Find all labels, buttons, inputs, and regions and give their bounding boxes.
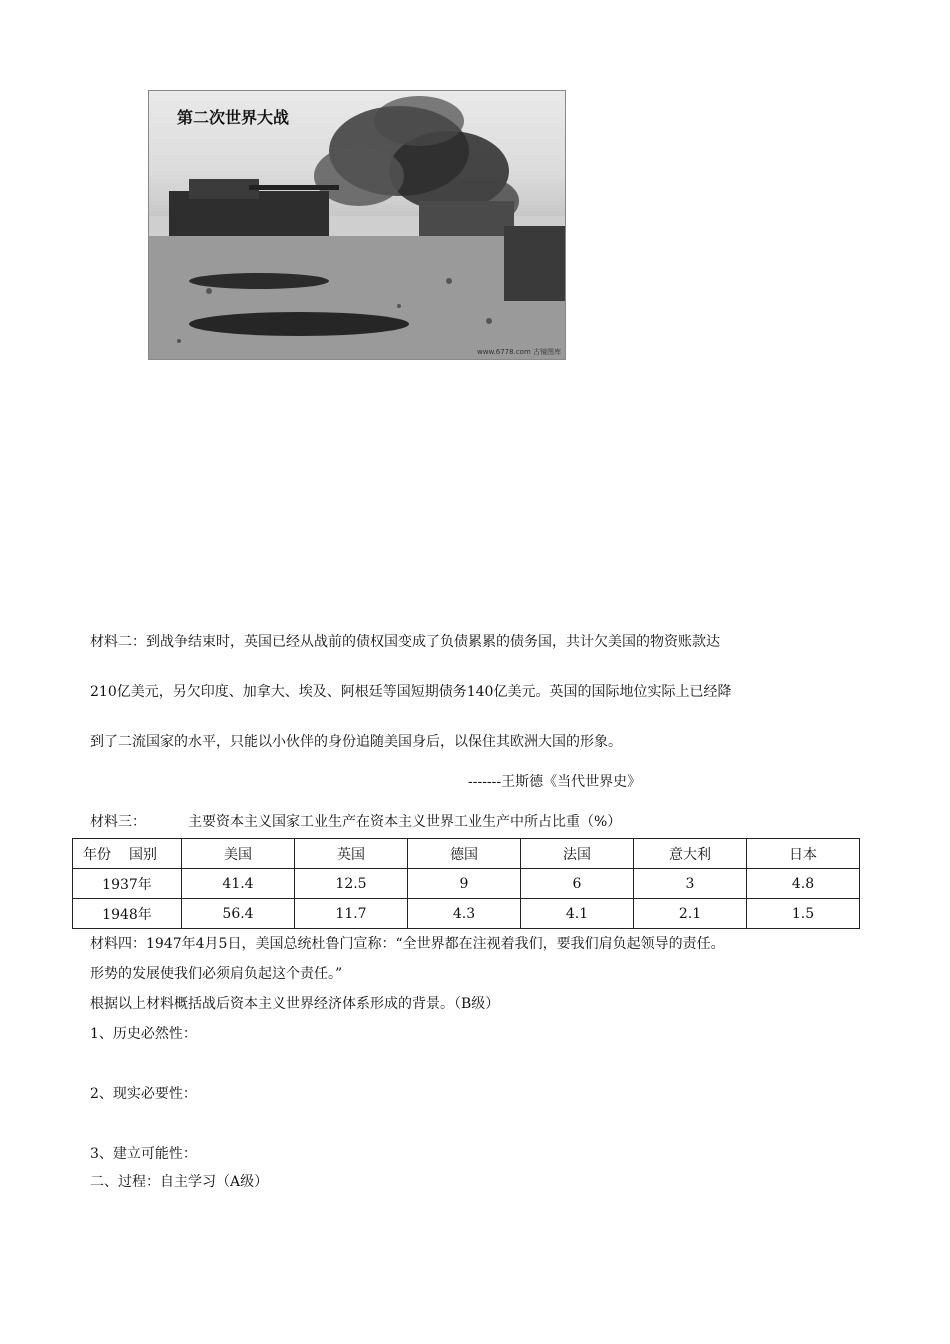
- material3-heading: [90, 812, 870, 832]
- table-cell: 4.3: [408, 899, 521, 929]
- column-header: 美国: [182, 839, 295, 869]
- table-cell: 12.5: [295, 869, 408, 899]
- table-row: [73, 869, 860, 899]
- table-cell: 4.8: [747, 869, 860, 899]
- table-corner-cell: [73, 839, 182, 869]
- item-practical-necessity: 2、现实必要性：: [90, 1086, 197, 1102]
- war-photo: [148, 90, 566, 360]
- question-text: 根据以上材料概括战后资本主义世界经济体系形成的背景。（B级）: [90, 996, 500, 1012]
- table-cell: 11.7: [295, 899, 408, 929]
- row-year: 1948年: [73, 899, 182, 929]
- column-header: 日本: [747, 839, 860, 869]
- table-cell: 6: [521, 869, 634, 899]
- photo-credit: www.6778.com 古镜图库: [477, 348, 561, 356]
- column-header: 德国: [408, 839, 521, 869]
- item-historical-necessity: 1、历史必然性：: [90, 1026, 197, 1042]
- material2-line1: 材料二：到战争结束时，英国已经从战前的债权国变成了负债累累的债务国，共计欠美国的物资账款达: [90, 634, 720, 650]
- row-year: 1937年: [73, 869, 182, 899]
- material3-caption: 主要资本主义国家工业生产在资本主义世界工业生产中所占比重（%）: [188, 814, 622, 830]
- material2-line3: 到了二流国家的水平，只能以小伙伴的身份追随美国身后，以保住其欧洲大国的形象。: [90, 734, 622, 750]
- photo-title: 第二次世界大战: [177, 108, 290, 127]
- production-share-table: [72, 838, 860, 929]
- section2-heading: 二、过程：自主学习（A级）: [90, 1174, 269, 1190]
- material2-source: -------王斯德《当代世界史》: [468, 774, 642, 790]
- material4-line2: 形势的发展使我们必须肩负起这个责任。”: [90, 966, 343, 982]
- table-cell: 2.1: [634, 899, 747, 929]
- column-header: 法国: [521, 839, 634, 869]
- table-cell: 56.4: [182, 899, 295, 929]
- column-header: 意大利: [634, 839, 747, 869]
- material4-line1: 材料四：1947年4月5日，美国总统杜鲁门宣称：“全世界都在注视着我们，要我们肩负起领导的责任。: [90, 936, 725, 952]
- material2-line2: 210亿美元，另欠印度、加拿大、埃及、阿根廷等国短期债务140亿美元。英国的国际地位实际上已经降: [90, 684, 732, 700]
- table-row: [73, 899, 860, 929]
- table-cell: 9: [408, 869, 521, 899]
- table-cell: 41.4: [182, 869, 295, 899]
- corner-year-label: 年份: [83, 846, 111, 863]
- table-cell: 1.5: [747, 899, 860, 929]
- table-cell: 4.1: [521, 899, 634, 929]
- material3-label: 材料三：: [90, 814, 146, 830]
- item-feasibility: 3、建立可能性：: [90, 1146, 197, 1162]
- corner-country-label: 国别: [129, 846, 157, 863]
- table-header-row: [73, 839, 860, 869]
- war-scene-illustration: [149, 91, 565, 359]
- column-header: 英国: [295, 839, 408, 869]
- table-cell: 3: [634, 869, 747, 899]
